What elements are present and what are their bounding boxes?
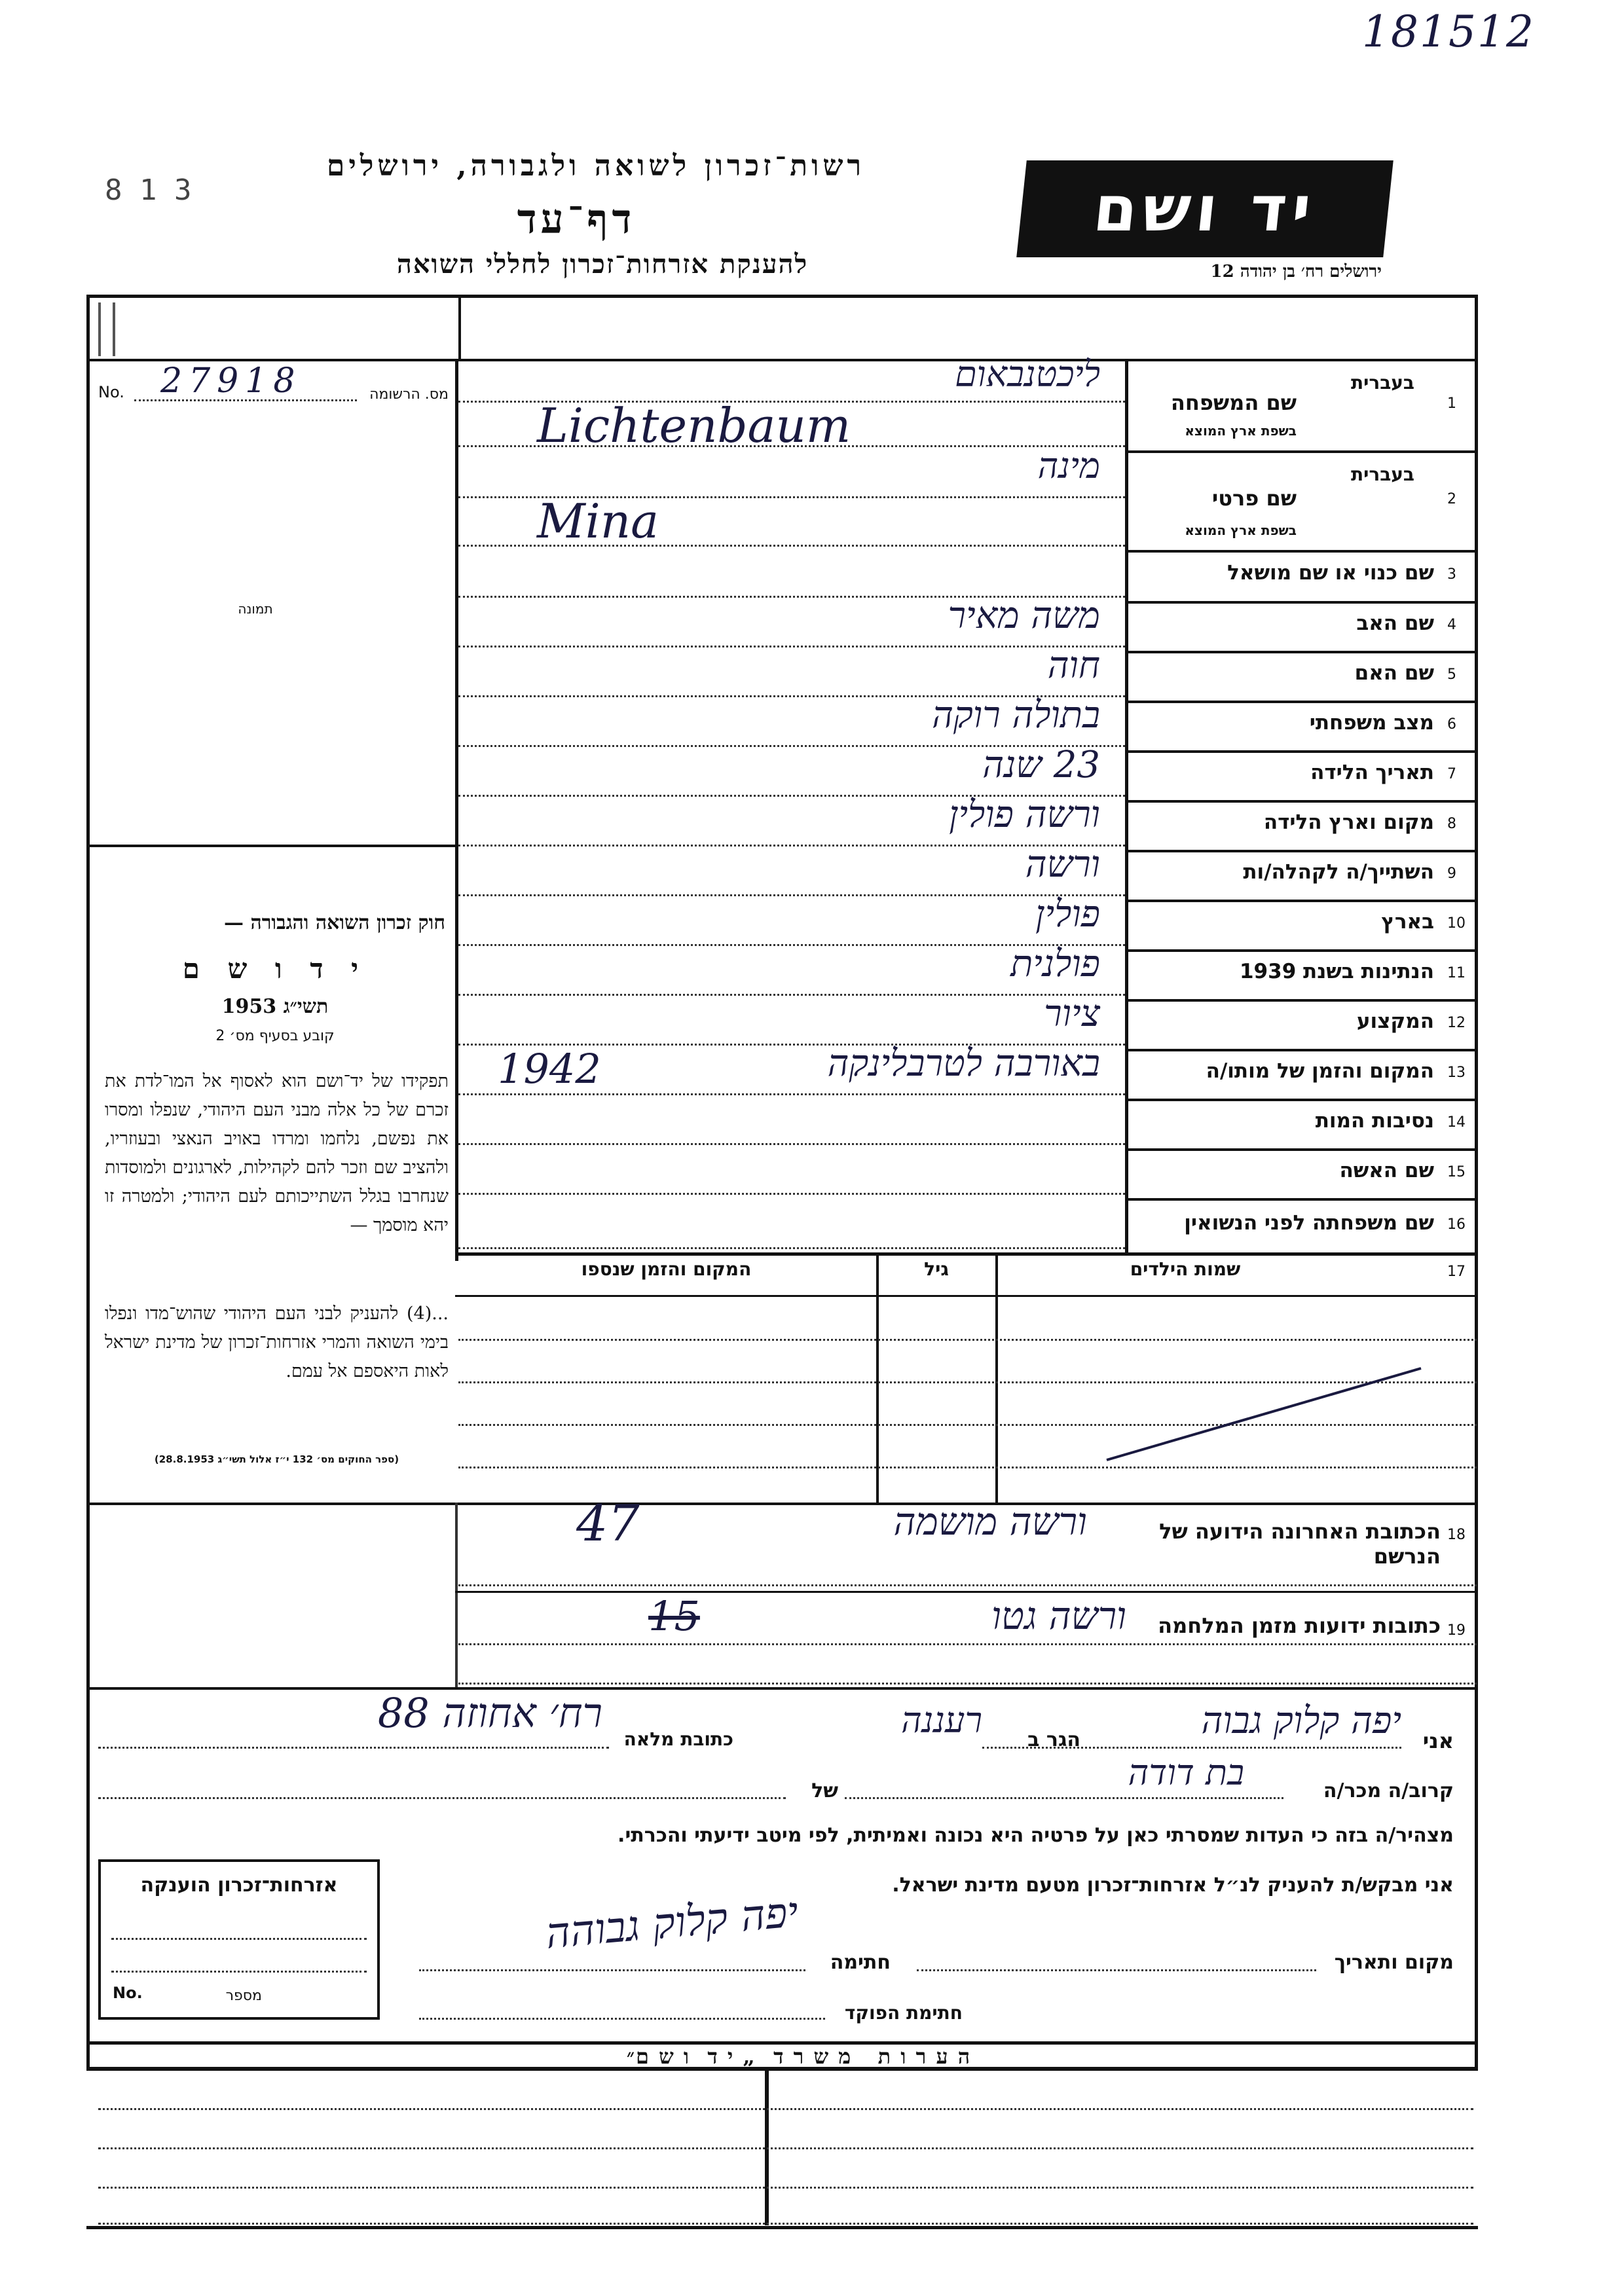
form-subtitle: להענקת אזרחות־זכרון לחללי השואה (396, 249, 809, 280)
field-1-sublabel-hebrew: בעברית (1350, 372, 1414, 393)
field-13-value: באורבה לטרבלינקה (827, 1042, 1100, 1085)
field-row-divider (1125, 900, 1478, 902)
relative-label: קרוב/ה מכר/ה (1323, 1779, 1454, 1802)
field-4-value: משה מאיר (948, 594, 1100, 637)
yad-vashem-logo (1016, 160, 1393, 257)
field-19-value: ורשה גטו (991, 1594, 1126, 1638)
field-value-line (458, 1143, 1125, 1145)
children-names-header: שמות הילדים (1130, 1258, 1241, 1280)
field-1-latin-value: Lichtenbaum (537, 398, 851, 453)
law-clause-ref: קובע בסעיף מס׳ 2 (215, 1028, 335, 1044)
field-19-number-value: 15 (648, 1592, 700, 1640)
field-row-divider (1125, 850, 1478, 852)
field-18-value: ורשה מושמה (893, 1499, 1087, 1544)
field-row-divider (1125, 1148, 1478, 1151)
field-10-value: פולין (1035, 893, 1100, 936)
law-name: י ד ו ש ם (182, 953, 368, 985)
field-14-number: 14 (1447, 1114, 1466, 1131)
field-row-divider (1125, 750, 1478, 753)
field-16-label: שם משפחתה לפני הנשואין (1184, 1211, 1434, 1235)
field-4-label: שם האב (1356, 611, 1434, 635)
citizenship-number-label: מספר (225, 1988, 262, 2004)
field-1-number: 1 (1447, 395, 1456, 412)
field-16-number: 16 (1447, 1216, 1466, 1233)
field-1-sublabel-origin: בשפת ארץ המוצא (1185, 423, 1297, 439)
field-5-number: 5 (1447, 666, 1456, 683)
field-2-label: שם פרטי (1211, 486, 1297, 511)
field-3-number: 3 (1447, 566, 1456, 583)
field-15-label: שם האשה (1339, 1159, 1434, 1182)
declaration-hagar-label: הגר ב (1027, 1728, 1080, 1751)
field-row-divider (1125, 550, 1478, 553)
law-year: תשי״ג 1953 (221, 995, 329, 1018)
archive-number: 181512 (1362, 7, 1535, 57)
officer-signature-label: חתימת הפוקד (844, 2002, 963, 2024)
citizenship-no-label: No. (113, 1984, 143, 2002)
field-row-divider (1125, 1049, 1478, 1051)
field-10-number: 10 (1447, 915, 1466, 932)
law-paragraph-1: תפקידו של יד־ושם הוא לאסוף אל המו־לדת את זכרם של כל אלה מבני העם היהודי, שנפלו ומסרו את נפשם, נלחמו ומרדו באויב הנאצי ובעוזריו, ולהציב שם וזכר להם לקהילות, לארגונים ולמוסדות שנחרבו בגלל השתייכותם לעם היהודי; ולמטרה זו יהא מוסמך — (105, 1071, 449, 1235)
field-18-number-value: 47 (576, 1494, 640, 1552)
declarant-city: רעננה (901, 1700, 982, 1741)
field-12-number: 12 (1447, 1015, 1466, 1031)
citizenship-box-title: אזרחות־זכרון הוענקה (140, 1874, 338, 1897)
registration-no-label: No. (98, 383, 124, 401)
field-row-divider (1125, 999, 1478, 1002)
field-9-number: 9 (1447, 866, 1456, 882)
children-age-header: גיל (924, 1258, 949, 1280)
address-label: כתובת מלאה (623, 1728, 733, 1750)
relation-value: בת דודה (1128, 1752, 1244, 1793)
field-1-label: שם המשפחה (1170, 390, 1297, 415)
field-7-value: 23 שנה (982, 744, 1100, 786)
field-5-value: חוה (1047, 644, 1100, 687)
field-value-line (458, 1193, 1125, 1195)
field-13-label: המקום והזמן של מותו/ה (1206, 1059, 1434, 1083)
registration-label: מס. הרשומה (369, 386, 449, 403)
declarant-name: יפה קלוק גבוה (1201, 1700, 1401, 1742)
field-value-line (458, 1247, 1125, 1249)
logo-text: יד ושם (1090, 172, 1320, 246)
field-row-divider (1125, 651, 1478, 653)
declaration-ani: אני (1422, 1728, 1454, 1753)
photo-label: תמונה (238, 601, 273, 617)
registration-number: 27918 (160, 361, 302, 401)
law-footnote: (ספר החוקים מס׳ 132 י״ז אלול תשי״ג 28.8.1953) (154, 1453, 399, 1465)
margin-number: 8 1 3 (105, 173, 192, 207)
field-4-number: 4 (1447, 617, 1456, 633)
field-value-line (458, 1093, 1125, 1095)
declarant-address: רח׳ אחוזה 88 (377, 1689, 602, 1737)
shel-label: של (811, 1779, 838, 1802)
field-18-label: הכתובת האחרונה הידועה של הנרשם (1159, 1519, 1441, 1569)
field-8-number: 8 (1447, 816, 1456, 832)
field-18-number: 18 (1447, 1527, 1466, 1543)
form-title: דף־עד (517, 195, 636, 243)
field-1-hebrew-value: ליכטנבאום (955, 354, 1100, 395)
field-6-number: 6 (1447, 716, 1456, 733)
field-8-value: ורשה פולין (949, 793, 1100, 836)
field-6-value: בתולה רוקה (932, 694, 1100, 737)
field-11-label: הנתינות בשנת 1939 (1239, 960, 1434, 983)
signature-value: יפה קלוק גבוהה (544, 1887, 801, 1959)
field-19-label: כתובות ידועות מזמן המלחמה (1158, 1613, 1441, 1638)
field-13-number: 13 (1447, 1065, 1466, 1081)
field-12-label: המקצוע (1356, 1010, 1434, 1033)
authority-heading: רשות־זכרון לשואה ולגבורה, ירושלים (326, 149, 866, 183)
declaration-statement-2: אני מבקש/ת להעניק לנ״ל אזרחות־זכרון מטעם מדינת ישראל. (892, 1874, 1454, 1897)
field-2-hebrew-value: מינה (1037, 445, 1100, 486)
field-row-divider (1125, 1198, 1478, 1201)
field-2-sublabel-hebrew: בעברית (1350, 464, 1414, 485)
children-strike-line (1100, 1362, 1428, 1467)
field-14-label: נסיבות המות (1315, 1109, 1434, 1133)
field-9-label: השתייך/ה לקהלה/ות (1243, 860, 1434, 884)
field-row-divider (1125, 800, 1478, 803)
field-12-value: ציור (1044, 993, 1100, 1035)
field-19-number: 19 (1447, 1622, 1466, 1639)
field-row-divider (1125, 601, 1478, 604)
office-notes-title: ה ע ר ו ת מ ש ר ד „ י ד ו ש ם״ (626, 2044, 972, 2069)
field-row-divider (1125, 949, 1478, 952)
law-title: חוק זכרון השואה והגבורה — (224, 911, 445, 934)
field-2-number: 2 (1447, 491, 1456, 507)
field-5-label: שם האם (1354, 661, 1434, 685)
field-15-number: 15 (1447, 1164, 1466, 1180)
field-row-divider (1125, 450, 1478, 453)
field-11-number: 11 (1447, 965, 1466, 981)
field-13-year-value: 1942 (498, 1045, 601, 1093)
field-11-value: פולנית (1010, 943, 1100, 985)
field-2-latin-value: Mina (537, 494, 659, 549)
place-date-label: מקום ותאריך (1334, 1951, 1454, 1974)
field-10-label: בארץ (1381, 910, 1434, 934)
field-17-number: 17 (1447, 1264, 1466, 1280)
field-row-divider (1125, 1099, 1478, 1101)
field-row-divider (1125, 701, 1478, 703)
field-2-sublabel-origin: בשפת ארץ המוצא (1185, 522, 1297, 538)
field-9-value: ורשה (1025, 843, 1100, 886)
field-6-label: מצב משפחתי (1309, 711, 1434, 735)
signature-label: חתימה (830, 1951, 891, 1974)
logo-address: ירושלים רח׳ בן יהודה 12 (1210, 262, 1382, 282)
children-place-header: המקום והזמן שנספו (581, 1258, 752, 1280)
field-7-label: תאריך הלידה (1310, 761, 1434, 784)
field-8-label: מקום וארץ הלידה (1263, 811, 1434, 834)
law-paragraph-2: ...(4) להעניק לבני העם היהודי שהוש־מדו ונפלו בימי השואה והמרי אזרחות־זכרון של מדינת ישראל לאות היאספם אל עמם. (105, 1303, 449, 1381)
field-7-number: 7 (1447, 766, 1456, 782)
declaration-statement-1: מצהיר/ה בזה כי העדות שמסרתי כאן על פרטיה היא נכונה ואמיתית, לפי מיטב ידיעתי והכרתי. (618, 1824, 1454, 1847)
field-3-label: שם כנוי או שם מושאל (1227, 561, 1434, 585)
